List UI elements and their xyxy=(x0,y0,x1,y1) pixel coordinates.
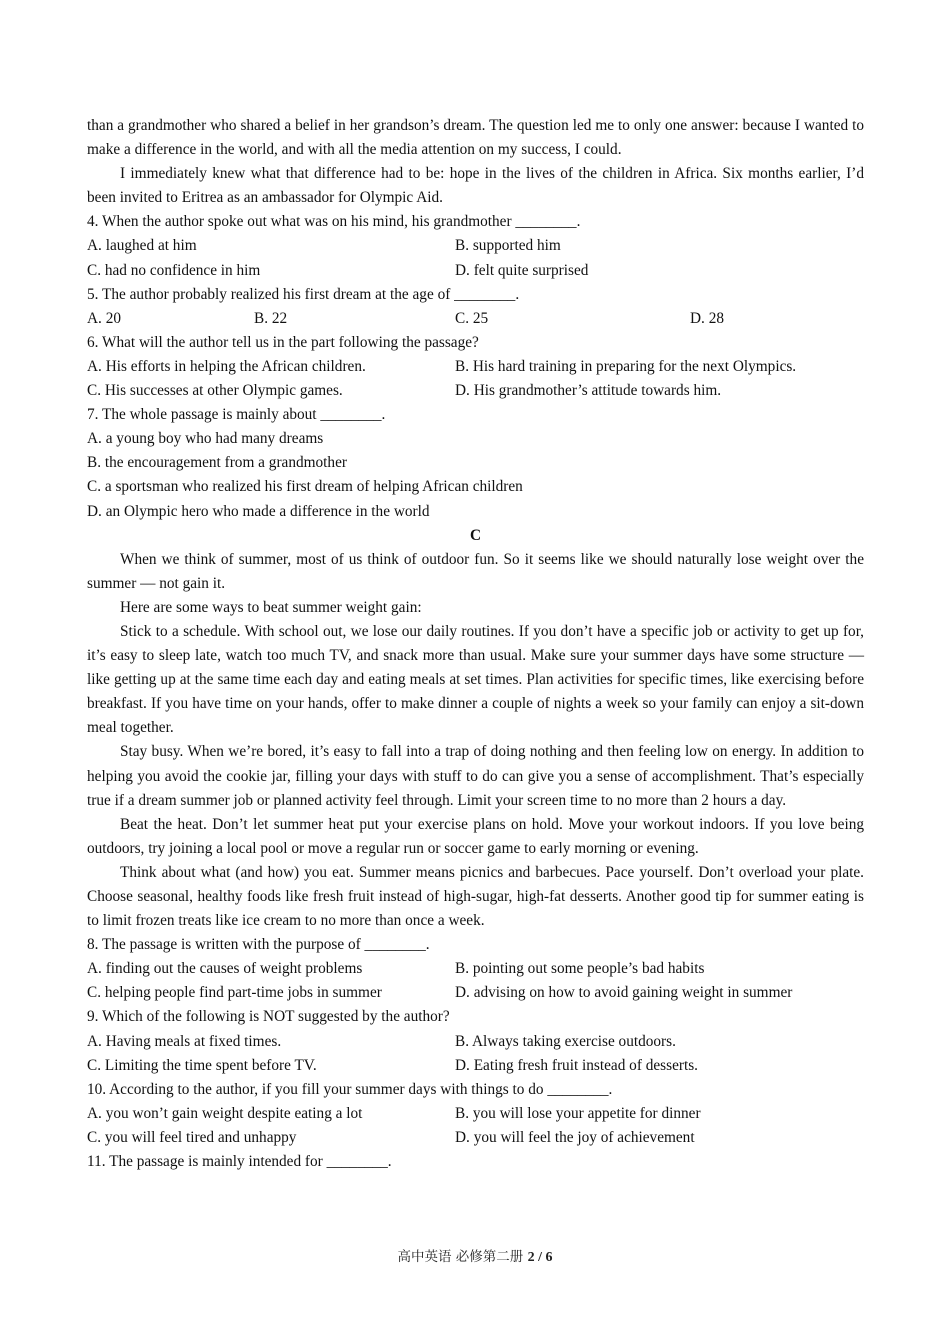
question-10-options xyxy=(87,1102,864,1126)
option-c: C. helping people find part‑time jobs in summer xyxy=(87,984,382,1002)
option-d: D. Eating fresh fruit instead of desserts. xyxy=(455,1056,698,1074)
option-d: D. advising on how to avoid gaining weight in summer xyxy=(455,984,793,1002)
footer-course: 高中英语 必修第二册 xyxy=(397,1249,528,1265)
passage-c-paragraph: Think about what (and how) you eat. Summer means picnics and barbecues. Pace yourself. Don’t overload your plate. Choose seasonal, healthy foods like fresh fruit instead of high‑sugar, high‑fat desserts. Another good tip for summer eating is to limit frozen treats like ice cream to no more than once a week. xyxy=(87,863,864,930)
option-b: B. His hard training in preparing for the next Olympics. xyxy=(455,357,797,375)
option-a: A. His efforts in helping the African children. xyxy=(87,357,366,375)
option-c: C. Limiting the time spent before TV. xyxy=(87,1056,317,1074)
option-a: A. finding out the causes of weight problems xyxy=(87,960,363,978)
option-c: C. you will feel tired and unhappy xyxy=(87,1128,297,1146)
passage-c-paragraph: Stick to a schedule. With school out, we lose our daily routines. If you don’t have a specific job or activity to get up for, it’s easy to sleep late, watch too much TV, and snack more than usual. Make sure your summer days have some structure — like getting up at the same time each day and eating meals at set times. Plan activities for specific times, like exercising before breakfast. If you have time on your hands, offer to make dinner a couple of nights a week so your family can enjoy a sit‑down meal together. xyxy=(87,622,864,737)
option-a: A. a young boy who had many dreams xyxy=(87,430,324,448)
section-c-heading: C xyxy=(469,526,482,544)
question-10-stem: 10. According to the author, if you fill your summer days with things to do ________. xyxy=(87,1080,613,1098)
question-5-stem: 5. The author probably realized his first dream at the age of ________. xyxy=(87,285,520,303)
option-d: D. His grandmother’s attitude towards him. xyxy=(455,382,722,400)
option-c: C. 25 xyxy=(455,309,489,327)
question-11-stem: 11. The passage is mainly intended for ________. xyxy=(87,1153,392,1171)
question-8-options xyxy=(87,957,864,981)
worksheet-page xyxy=(87,114,864,1174)
option-a: A. 20 xyxy=(87,309,121,327)
option-b: B. Always taking exercise outdoors. xyxy=(455,1032,676,1050)
question-6-options xyxy=(87,355,864,379)
passage-b-paragraph: than a grandmother who shared a belief in her grandson’s dream. The question led me to only one answer: because I wanted to make a difference in the world, and with all the media attention on my success, I could. xyxy=(87,117,864,159)
question-7-stem: 7. The whole passage is mainly about ________. xyxy=(87,406,386,424)
option-b: B. you will lose your appetite for dinner xyxy=(455,1104,701,1122)
question-4-options xyxy=(87,259,864,283)
question-9-options xyxy=(87,1054,864,1078)
passage-b-paragraph: I immediately knew what that difference had to be: hope in the lives of the children in Africa. Six months earlier, I’d been invited to Eritrea as an ambassador for Olympic Aid. xyxy=(87,165,864,207)
option-d: D. 28 xyxy=(690,309,724,327)
question-9-stem: 9. Which of the following is NOT suggested by the author? xyxy=(87,1008,450,1026)
passage-c-paragraph: Beat the heat. Don’t let summer heat put your exercise plans on hold. Move your workout indoors. If you love being outdoors, try joining a local pool or move a regular run or soccer game to early morning or evening. xyxy=(87,815,864,857)
question-4-options xyxy=(87,234,864,258)
question-4-stem: 4. When the author spoke out what was on his mind, his grandmother ________. xyxy=(87,213,581,231)
option-c: C. a sportsman who realized his first dream of helping African children xyxy=(87,478,523,496)
page-number: 2 / 6 xyxy=(527,1250,553,1265)
passage-c-paragraph: Stay busy. When we’re bored, it’s easy to fall into a trap of doing nothing and then feeling low on energy. In addition to helping you avoid the cookie jar, filling your days with stuff to do can give you a sense of accomplishment. That’s especially true if a dream summer job or planned activity feel through. Limit your screen time to no more than 2 hours a day. xyxy=(87,743,864,809)
option-b: B. supported him xyxy=(455,237,561,255)
question-8-stem: 8. The passage is written with the purpose of ________. xyxy=(87,936,430,954)
question-6-stem: 6. What will the author tell us in the part following the passage? xyxy=(87,333,479,351)
option-a: A. Having meals at fixed times. xyxy=(87,1032,282,1050)
page-footer xyxy=(0,1245,950,1266)
passage-c-paragraph: Here are some ways to beat summer weight gain: xyxy=(120,598,422,616)
option-a: A. you won’t gain weight despite eating a lot xyxy=(87,1104,363,1122)
option-d: D. an Olympic hero who made a difference in the world xyxy=(87,502,430,520)
passage-c-paragraph: When we think of summer, most of us think of outdoor fun. So it seems like we should naturally lose weight over the summer — not gain it. xyxy=(87,550,864,592)
option-b: B. the encouragement from a grandmother xyxy=(87,454,347,472)
question-9-options xyxy=(87,1030,864,1054)
question-6-options xyxy=(87,379,864,403)
option-c: C. had no confidence in him xyxy=(87,261,261,279)
question-5-options xyxy=(87,307,864,331)
option-b: B. 22 xyxy=(254,309,288,327)
option-b: B. pointing out some people’s bad habits xyxy=(455,960,705,978)
option-a: A. laughed at him xyxy=(87,237,197,255)
option-d: D. you will feel the joy of achievement xyxy=(455,1128,695,1146)
option-d: D. felt quite surprised xyxy=(455,261,589,279)
question-10-options xyxy=(87,1126,864,1150)
question-8-options xyxy=(87,981,864,1005)
option-c: C. His successes at other Olympic games. xyxy=(87,382,343,400)
